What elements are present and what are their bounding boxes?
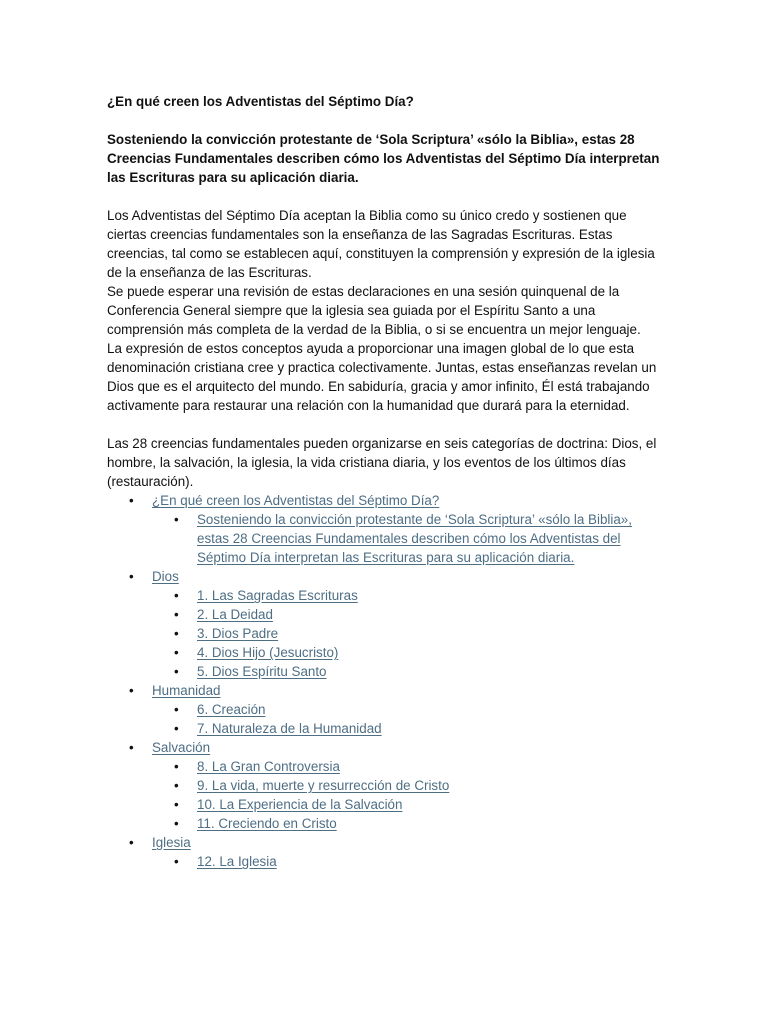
bullet: •: [174, 721, 179, 736]
bullet: •: [174, 626, 179, 641]
toc-sublist: [152, 586, 667, 681]
toc-section-humanidad: [107, 681, 667, 738]
toc-link-4[interactable]: 4. Dios Hijo (Jesucristo): [197, 645, 339, 660]
bullet: •: [174, 702, 179, 717]
paragraph-expresion: La expresión de estos conceptos ayuda a proporcionar una imagen global de lo que esta denominación cristiana cree y practica colectivamente. Juntas, estas enseñanzas revelan un Dios que es el arquitecto del mundo. En sabiduría, gracia y amor infinito, Él está trabajando activamente para restaurar una relación con la humanidad que durará para la eternidad.: [107, 341, 657, 413]
toc-sublist: [152, 700, 667, 738]
toc-sublist: [152, 852, 667, 871]
bullet: •: [174, 816, 179, 831]
toc-link-5[interactable]: 5. Dios Espíritu Santo: [197, 664, 327, 679]
bullet: •: [174, 797, 179, 812]
bullet: •: [129, 493, 134, 508]
toc-link-9[interactable]: 9. La vida, muerte y resurrección de Cristo: [197, 778, 450, 793]
toc-link-iglesia[interactable]: Iglesia: [152, 835, 191, 850]
bullet: •: [174, 759, 179, 774]
toc-link-salvacion[interactable]: Salvación: [152, 740, 211, 755]
categories-block: [107, 434, 667, 871]
toc-subitem: [152, 586, 667, 605]
toc-subitem: [152, 719, 667, 738]
toc-link-intro[interactable]: ¿En qué creen los Adventistas del Séptimo Día?: [152, 493, 440, 508]
bullet: •: [129, 835, 134, 850]
toc-subitem: [152, 624, 667, 643]
toc-section-intro: [107, 491, 667, 567]
toc-subitem: [152, 852, 667, 871]
toc-sublist: [152, 757, 667, 833]
toc-subitem: [152, 662, 667, 681]
toc-link-3[interactable]: 3. Dios Padre: [197, 626, 279, 641]
toc-link-sola-scriptura[interactable]: Sosteniendo la convicción protestante de ‘Sola Scriptura’ «sólo la Biblia», estas 28 Creencias Fundamentales describen cómo los Adventistas del Séptimo Día interpretan las Escrituras para su aplicación diaria.: [197, 512, 632, 565]
toc-link-8[interactable]: 8. La Gran Controversia: [197, 759, 340, 774]
bullet: •: [174, 645, 179, 660]
toc-link-6[interactable]: 6. Creación: [197, 702, 266, 717]
bullet: •: [174, 854, 179, 869]
toc-link-11[interactable]: 11. Creciendo en Cristo: [197, 816, 337, 831]
paragraph-categories: Las 28 creencias fundamentales pueden organizarse en seis categorías de doctrina: Dios, el hombre, la salvación, la iglesia, la vida cristiana diaria, y los eventos de los últimos días (restauración).: [107, 436, 657, 489]
bullet: •: [129, 740, 134, 755]
toc-subitem: [152, 643, 667, 662]
document-intro: Sosteniendo la convicción protestante de ‘Sola Scriptura’ «sólo la Biblia», estas 28 Creencias Fundamentales describen cómo los Adventistas del Séptimo Día interpretan las Escrituras para su aplicación diaria.: [107, 132, 660, 185]
toc-link-7[interactable]: 7. Naturaleza de la Humanidad: [197, 721, 382, 736]
toc-link-10[interactable]: 10. La Experiencia de la Salvación: [197, 797, 403, 812]
toc-link-humanidad[interactable]: Humanidad: [152, 683, 221, 698]
bullet: •: [174, 778, 179, 793]
bullet: •: [174, 512, 179, 527]
document-title: ¿En qué creen los Adventistas del Séptimo Día?: [107, 94, 414, 109]
toc-subitem: [152, 795, 667, 814]
document-page: [107, 92, 667, 871]
bullet: •: [129, 569, 134, 584]
bullet: •: [174, 664, 179, 679]
toc-link-12[interactable]: 12. La Iglesia: [197, 854, 277, 869]
toc-subitem: [152, 814, 667, 833]
toc-sublist: [152, 510, 667, 567]
toc-section-salvacion: [107, 738, 667, 833]
toc-subitem: [152, 757, 667, 776]
table-of-contents: [107, 491, 667, 871]
toc-link-dios[interactable]: Dios: [152, 569, 179, 584]
paragraph-revision: Se puede esperar una revisión de estas declaraciones en una sesión quinquenal de la Conferencia General siempre que la iglesia sea guiada por el Espíritu Santo a una comprensión más completa de la verdad de la Biblia, o si se encuentra un mejor lenguaje.: [107, 284, 641, 337]
toc-link-2[interactable]: 2. La Deidad: [197, 607, 273, 622]
toc-subitem: [152, 605, 667, 624]
toc-section-dios: [107, 567, 667, 681]
bullet: •: [174, 607, 179, 622]
toc-link-1[interactable]: 1. Las Sagradas Escrituras: [197, 588, 358, 603]
toc-subitem: [152, 776, 667, 795]
toc-section-iglesia: [107, 833, 667, 871]
bullet: •: [129, 683, 134, 698]
body-paragraphs: [107, 206, 667, 415]
toc-subitem: [152, 700, 667, 719]
bullet: •: [174, 588, 179, 603]
toc-subitem: [152, 510, 667, 567]
paragraph-credo: Los Adventistas del Séptimo Día aceptan la Biblia como su único credo y sostienen que ciertas creencias fundamentales son la enseñanza de las Sagradas Escrituras. Estas creencias, tal como se establecen aquí, constituyen la comprensión y expresión de la iglesia de la enseñanza de las Escrituras.: [107, 208, 655, 280]
